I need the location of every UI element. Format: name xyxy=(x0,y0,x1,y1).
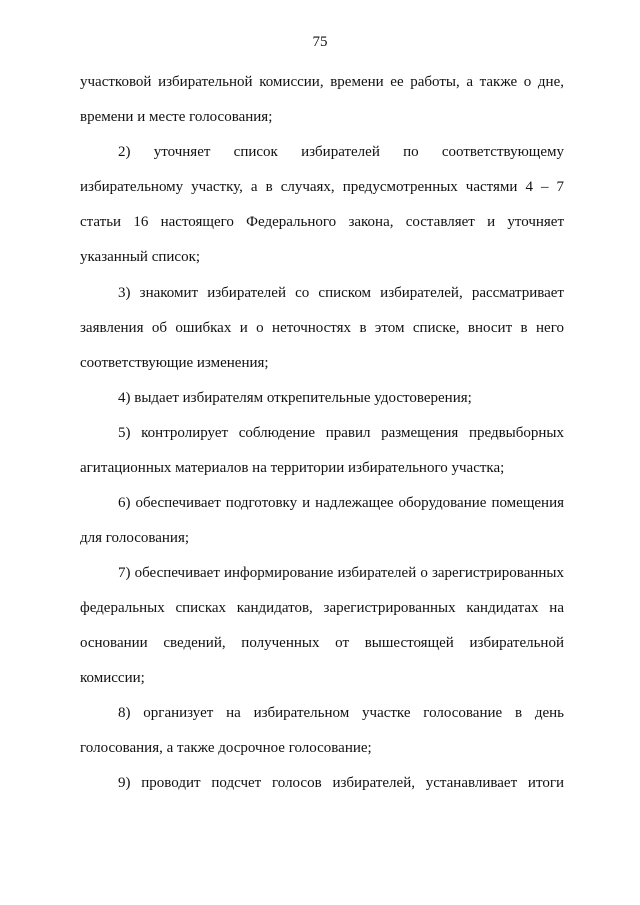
text-line: голосования, а также досрочное голосование; xyxy=(80,740,372,756)
text-line: агитационных материалов на территории избирательного участка; xyxy=(80,460,505,476)
text-line: 4) выдает избирателям открепительные удостоверения; xyxy=(118,390,472,406)
text-line: 3) знакомит избирателей со списком избирателей, рассматривает xyxy=(118,285,564,301)
text-line: 6) обеспечивает подготовку и надлежащее оборудование помещения xyxy=(118,495,564,511)
text-line: 2) уточняет список избирателей по соответствующему xyxy=(118,144,564,160)
text-line: 9) проводит подсчет голосов избирателей, устанавливает итоги xyxy=(118,775,564,791)
text-line: 7) обеспечивает информирование избирателей о зарегистрированных xyxy=(118,565,564,581)
text-line: 8) организует на избирательном участке голосование в день xyxy=(118,705,564,721)
text-line: соответствующие изменения; xyxy=(80,355,269,371)
text-line: федеральных списках кандидатов, зарегистрированных кандидатах на xyxy=(80,600,564,616)
text-line: указанный список; xyxy=(80,249,201,265)
text-line: времени и месте голосования; xyxy=(80,109,273,125)
page-number: 75 xyxy=(312,34,328,50)
text-line: заявления об ошибках и о неточностях в этом списке, вносит в него xyxy=(80,320,564,336)
text-line: комиссии; xyxy=(80,670,145,686)
text-line: статьи 16 настоящего Федерального закона, составляет и уточняет xyxy=(80,214,564,230)
text-line: основании сведений, полученных от вышестоящей избирательной xyxy=(80,635,564,651)
text-line: 5) контролирует соблюдение правил размещения предвыборных xyxy=(118,425,564,441)
text-line: избирательному участку, а в случаях, предусмотренных частями 4 – 7 xyxy=(80,179,564,195)
text-line: участковой избирательной комиссии, времени ее работы, а также о дне, xyxy=(80,74,564,90)
text-line: для голосования; xyxy=(80,530,190,546)
